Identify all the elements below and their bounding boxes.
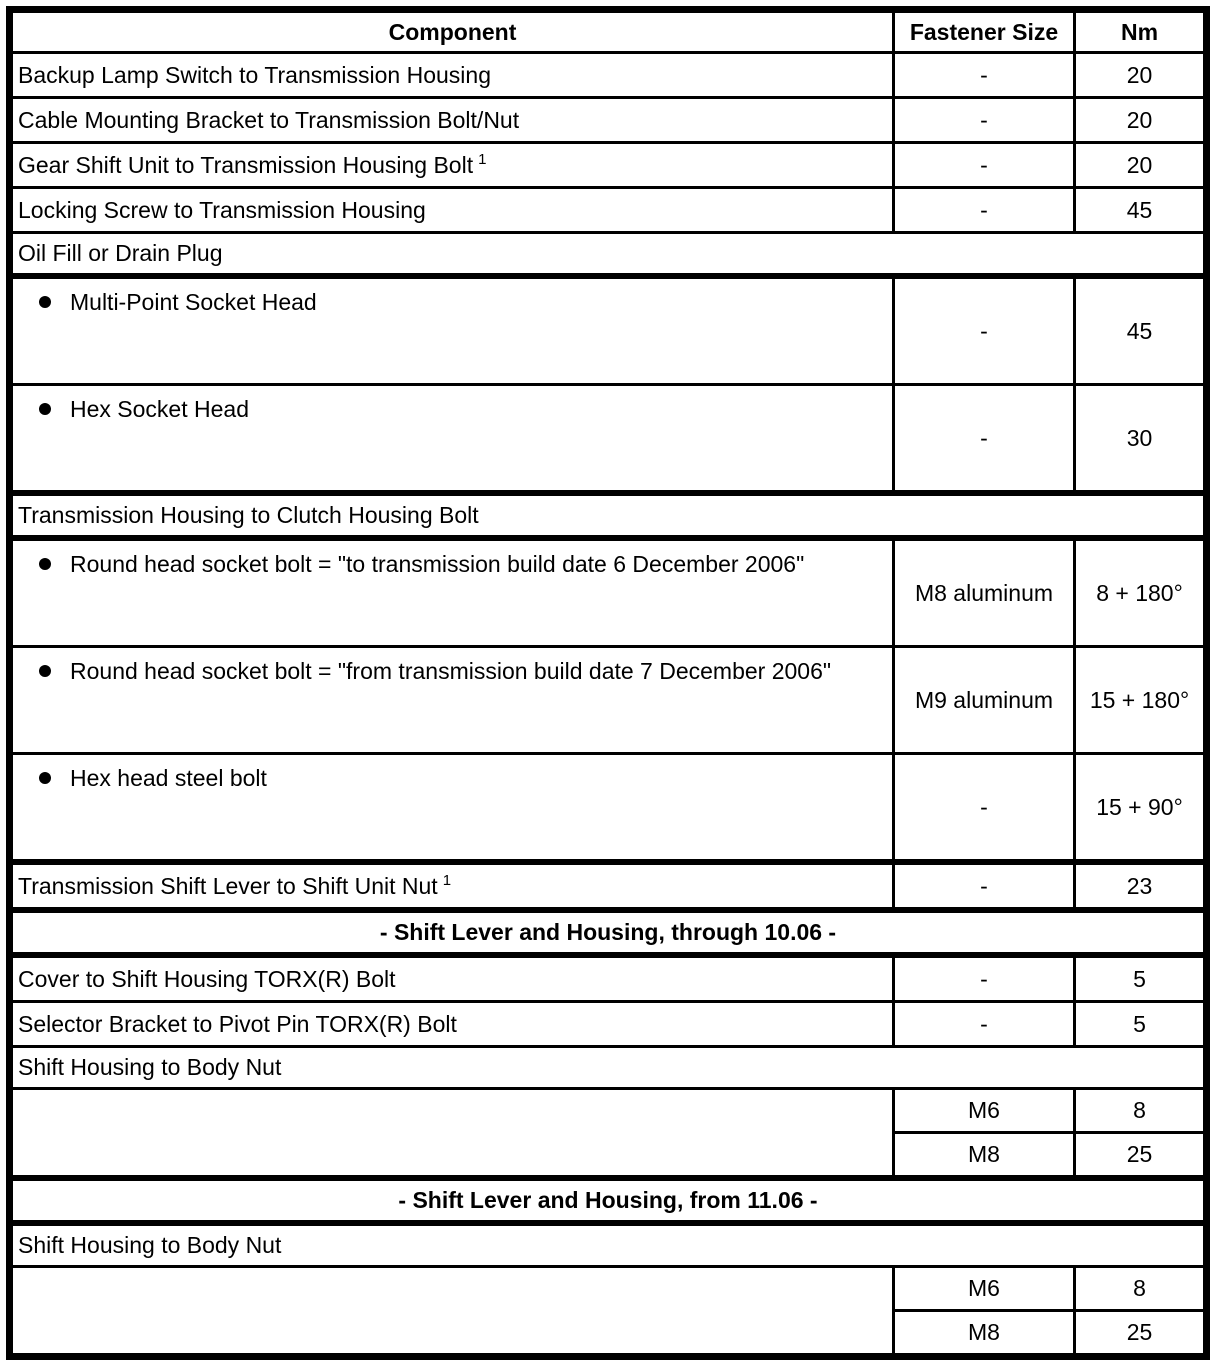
component-cell	[10, 647, 894, 754]
column-header-component: Component	[10, 10, 894, 53]
fastener-size-cell: -	[894, 955, 1075, 1002]
spec-row	[10, 1002, 1207, 1047]
component-cell	[10, 276, 894, 385]
component-label: Backup Lamp Switch to Transmission Housing	[18, 61, 491, 88]
component-cell-empty	[10, 1267, 894, 1357]
component-cell	[10, 385, 894, 494]
component-label: Locking Screw to Transmission Housing	[18, 196, 426, 223]
component-label: Round head socket bolt = "from transmission build date 7 December 2006"	[70, 658, 832, 684]
spec-row	[10, 188, 1207, 233]
fastener-size-cell: -	[894, 385, 1075, 494]
footnote-marker: 1	[442, 872, 452, 890]
bullet-icon	[39, 296, 51, 308]
fastener-size-cell: -	[894, 53, 1075, 98]
component-label: Transmission Shift Lever to Shift Unit Nut	[18, 872, 438, 899]
fastener-size-cell: -	[894, 862, 1075, 910]
component-cell	[10, 98, 894, 143]
group-header-row	[10, 1047, 1207, 1089]
section-title-cell: - Shift Lever and Housing, from 11.06 -	[10, 1178, 1207, 1223]
spec-row	[10, 647, 1207, 754]
size-variant-row	[10, 1089, 1207, 1133]
torque-cell: 5	[1075, 1002, 1207, 1047]
component-cell	[10, 53, 894, 98]
torque-cell: 8	[1075, 1267, 1207, 1311]
group-header-cell: Shift Housing to Body Nut	[10, 1223, 1207, 1267]
bullet-icon	[39, 558, 51, 570]
torque-cell: 30	[1075, 385, 1207, 494]
torque-cell: 15 + 180°	[1075, 647, 1207, 754]
component-label: Selector Bracket to Pivot Pin TORX(R) Bolt	[18, 1010, 457, 1037]
group-header-cell: Shift Housing to Body Nut	[10, 1047, 1207, 1089]
spec-row	[10, 53, 1207, 98]
footnote-marker: 1	[478, 151, 487, 169]
size-variant-row	[10, 1267, 1207, 1311]
torque-cell: 20	[1075, 143, 1207, 188]
spec-row	[10, 862, 1207, 910]
component-cell	[10, 143, 894, 188]
column-header-nm: Nm	[1075, 10, 1207, 53]
column-header-fastener-size: Fastener Size	[894, 10, 1075, 53]
spec-row	[10, 276, 1207, 385]
spec-row	[10, 955, 1207, 1002]
component-label: Cover to Shift Housing TORX(R) Bolt	[18, 965, 396, 992]
fastener-size-cell: M6	[894, 1267, 1075, 1311]
component-cell-empty	[10, 1089, 894, 1179]
bullet-icon	[39, 772, 51, 784]
component-label: Gear Shift Unit to Transmission Housing Bolt	[18, 151, 474, 178]
component-cell	[10, 538, 894, 647]
torque-cell: 25	[1075, 1133, 1207, 1179]
torque-cell: 8	[1075, 1089, 1207, 1133]
fastener-size-cell: M8 aluminum	[894, 538, 1075, 647]
group-header-cell: Oil Fill or Drain Plug	[10, 233, 1207, 277]
torque-cell: 45	[1075, 188, 1207, 233]
section-title-cell: - Shift Lever and Housing, through 10.06 -	[10, 910, 1207, 955]
fastener-size-cell: -	[894, 276, 1075, 385]
spec-row	[10, 98, 1207, 143]
torque-cell: 8 + 180°	[1075, 538, 1207, 647]
component-cell	[10, 188, 894, 233]
component-label: Cable Mounting Bracket to Transmission Bolt/Nut	[18, 106, 520, 133]
torque-table-body	[10, 10, 1207, 1357]
torque-cell: 20	[1075, 53, 1207, 98]
fastener-size-cell: M8	[894, 1133, 1075, 1179]
spec-row	[10, 143, 1207, 188]
component-label: Multi-Point Socket Head	[70, 289, 317, 315]
torque-cell: 20	[1075, 98, 1207, 143]
bullet-icon	[39, 665, 51, 677]
fastener-size-cell: M8	[894, 1311, 1075, 1357]
group-header-row	[10, 233, 1207, 277]
torque-spec-table	[6, 6, 1210, 1360]
component-label: Hex Socket Head	[70, 396, 249, 422]
group-header-cell: Transmission Housing to Clutch Housing Bolt	[10, 493, 1207, 538]
torque-cell: 23	[1075, 862, 1207, 910]
torque-cell: 5	[1075, 955, 1207, 1002]
component-cell	[10, 862, 894, 910]
group-header-row	[10, 1223, 1207, 1267]
bullet-icon	[39, 403, 51, 415]
torque-cell: 25	[1075, 1311, 1207, 1357]
section-title-row	[10, 910, 1207, 955]
fastener-size-cell: M9 aluminum	[894, 647, 1075, 754]
table-header-row	[10, 10, 1207, 53]
spec-row	[10, 754, 1207, 863]
fastener-size-cell: M6	[894, 1089, 1075, 1133]
component-label: Round head socket bolt = "to transmission build date 6 December 2006"	[70, 551, 805, 577]
torque-cell: 15 + 90°	[1075, 754, 1207, 863]
fastener-size-cell: -	[894, 98, 1075, 143]
torque-cell: 45	[1075, 276, 1207, 385]
fastener-size-cell: -	[894, 754, 1075, 863]
fastener-size-cell: -	[894, 1002, 1075, 1047]
fastener-size-cell: -	[894, 188, 1075, 233]
component-cell	[10, 955, 894, 1002]
spec-row	[10, 385, 1207, 494]
component-label: Hex head steel bolt	[70, 765, 267, 791]
group-header-row	[10, 493, 1207, 538]
section-title-row	[10, 1178, 1207, 1223]
fastener-size-cell: -	[894, 143, 1075, 188]
spec-row	[10, 538, 1207, 647]
component-cell	[10, 754, 894, 863]
component-cell	[10, 1002, 894, 1047]
